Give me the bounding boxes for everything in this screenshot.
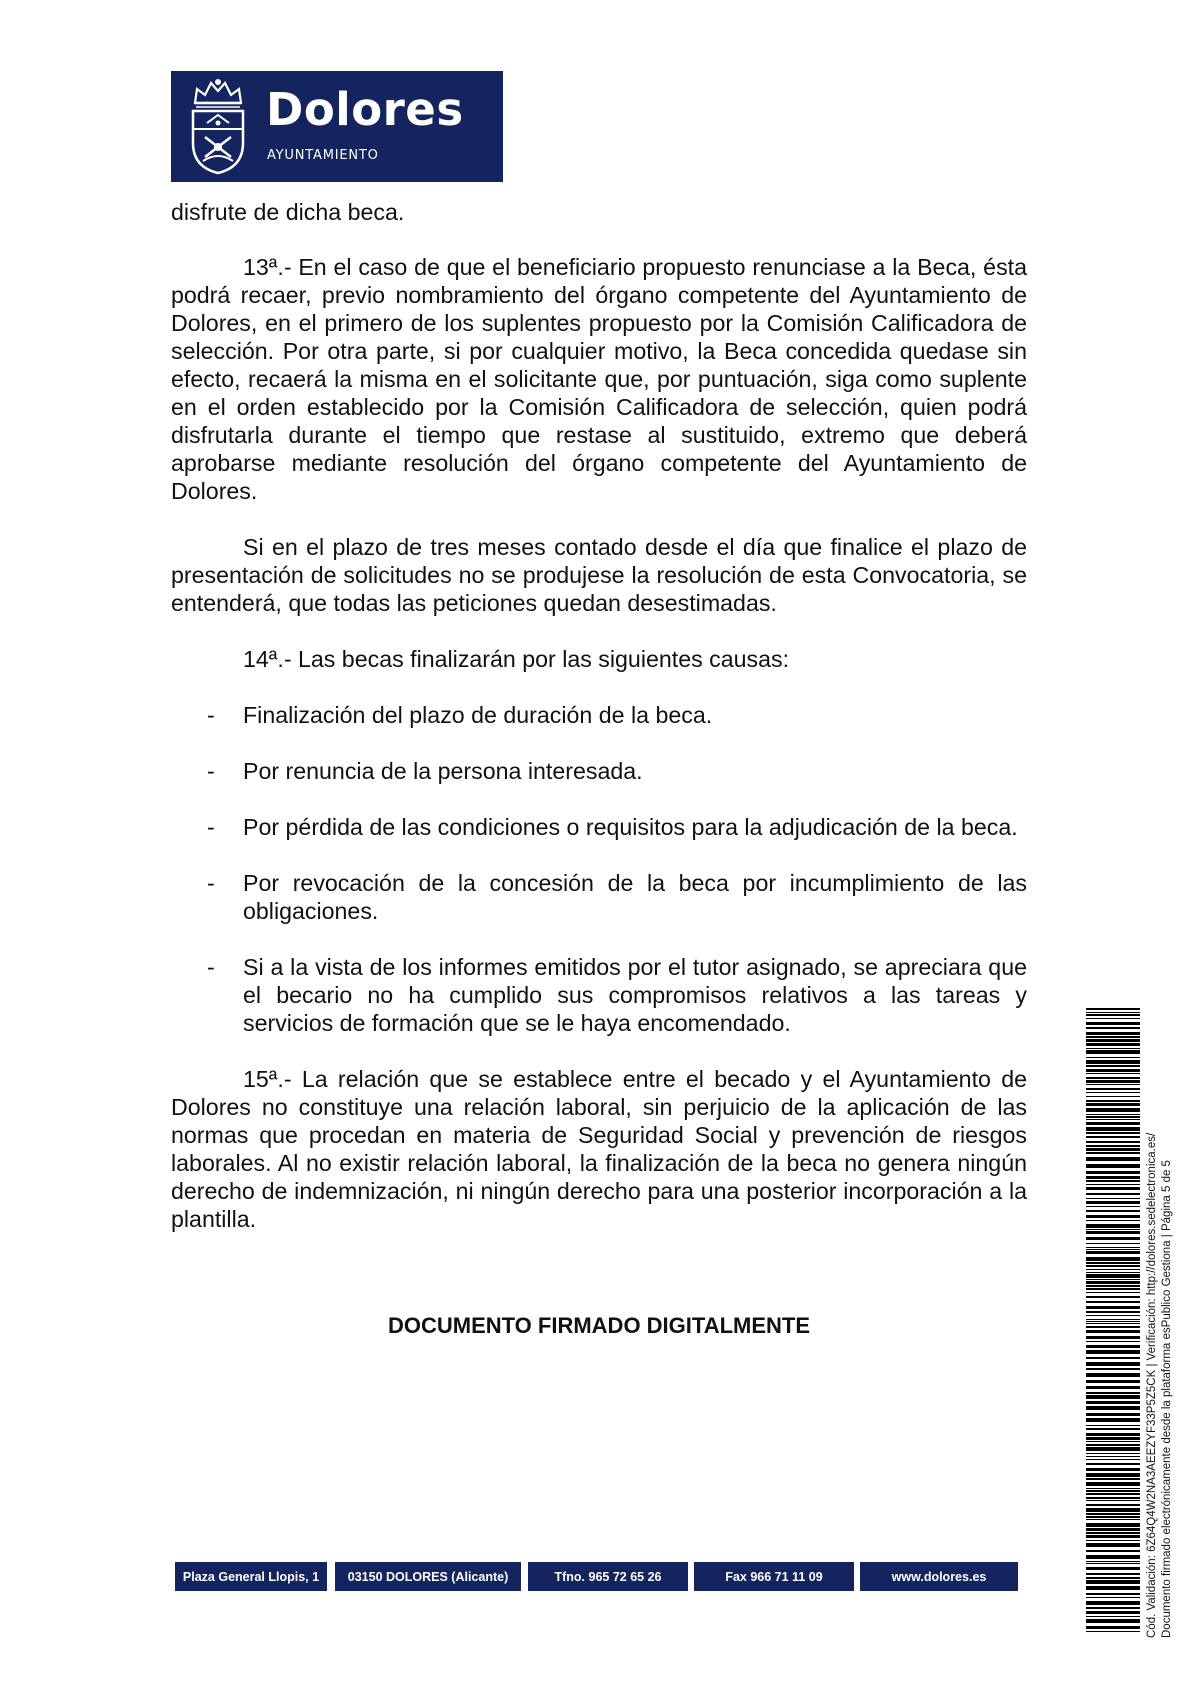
barcode-bar (1086, 1319, 1140, 1320)
barcode-bar (1086, 1459, 1140, 1460)
barcode-bar (1086, 1262, 1140, 1264)
list-item (171, 953, 1027, 1037)
barcode-bar (1086, 1036, 1140, 1038)
barcode-bar (1086, 1065, 1140, 1067)
barcode-bar (1086, 1311, 1140, 1313)
barcode-bar (1086, 1080, 1140, 1083)
barcode-bar (1086, 1463, 1140, 1465)
barcode-bar (1086, 1285, 1140, 1287)
barcode-bar (1086, 1563, 1140, 1564)
list-item-text: Por renuncia de la persona interesada. (243, 758, 643, 784)
barcode-bar (1086, 1540, 1140, 1541)
barcode-bar (1086, 1077, 1140, 1079)
barcode-bar (1086, 1127, 1140, 1131)
barcode-bar (1086, 1616, 1140, 1617)
barcode-bar (1086, 1220, 1140, 1221)
barcode-bar (1086, 1395, 1140, 1399)
barcode-bar (1086, 1184, 1140, 1185)
barcode-bar (1086, 1488, 1140, 1489)
barcode-bar (1086, 1362, 1140, 1366)
barcode-bar (1086, 1073, 1140, 1074)
verification-text (1145, 998, 1179, 1638)
list-item-text: Si a la vista de los informes emitidos por el tutor asignado, se apreciara que el becario no ha cumplido sus compromisos relativos a las tareas y servicios de formación que se le haya encomendado. (243, 954, 1027, 1036)
list-item-text: Finalización del plazo de duración de la beca. (243, 702, 713, 728)
barcode-bar (1086, 1345, 1140, 1348)
barcode-bar (1086, 1386, 1140, 1389)
barcode-bar (1086, 1528, 1140, 1531)
barcode-bar (1086, 1406, 1140, 1410)
barcode-bar (1086, 1145, 1140, 1147)
barcode-bar (1086, 1108, 1140, 1112)
barcode-bar (1086, 1164, 1140, 1168)
barcode-bar (1086, 1176, 1140, 1179)
barcode-bar (1086, 1441, 1140, 1442)
barcode-bar (1086, 1326, 1140, 1328)
barcode-bar (1086, 1380, 1140, 1383)
barcode-bar (1086, 1018, 1140, 1019)
barcode-bar (1086, 1301, 1140, 1303)
barcode-bar (1086, 1265, 1140, 1267)
barcode-bar (1086, 1357, 1140, 1359)
footer-postal: 03150 DOLORES (Alicante) (335, 1562, 521, 1591)
barcode-bar (1086, 1096, 1140, 1097)
barcode-bar (1086, 1171, 1140, 1174)
barcode-bar (1086, 1478, 1140, 1480)
barcode-bar (1086, 1193, 1140, 1195)
barcode-bar (1086, 1092, 1140, 1093)
barcode-bar (1086, 1401, 1140, 1404)
barcode-bar (1086, 1306, 1140, 1309)
barcode-bar (1086, 1593, 1140, 1595)
barcode-bar (1086, 1069, 1140, 1072)
barcode-bar (1086, 1577, 1140, 1579)
barcode-bar (1086, 1607, 1140, 1609)
barcode-bar (1086, 1611, 1140, 1614)
barcode-bar (1086, 1032, 1140, 1035)
list-dash: - (207, 702, 215, 728)
footer-web[interactable]: www.dolores.es (860, 1562, 1018, 1591)
barcode-bar (1086, 1504, 1140, 1506)
barcode-bar (1086, 1535, 1140, 1538)
barcode-bar (1086, 1597, 1140, 1598)
barcode-bar (1086, 1224, 1140, 1228)
barcode-bar (1086, 1500, 1140, 1501)
barcode-bar (1086, 1418, 1140, 1422)
barcode-bar (1086, 1626, 1140, 1629)
barcode-bar (1086, 1247, 1140, 1248)
list-item (171, 757, 1027, 785)
barcode-bar (1086, 1114, 1140, 1115)
barcode-bar (1086, 1148, 1140, 1151)
barcode-bar (1086, 1341, 1140, 1342)
barcode-bar (1086, 1088, 1140, 1090)
footer-address: Plaza General Llopis, 1 (175, 1562, 327, 1591)
barcode-bar (1086, 1336, 1140, 1339)
barcode-bar (1086, 1519, 1140, 1520)
barcode-bar (1086, 1060, 1140, 1064)
barcode-bar (1086, 1229, 1140, 1230)
barcode-bar (1086, 1601, 1140, 1605)
barcode-bar (1086, 1198, 1140, 1199)
barcode-bar (1086, 1272, 1140, 1273)
barcode-bar (1086, 1425, 1140, 1426)
list-dash: - (207, 814, 215, 840)
barcode-bar (1086, 1580, 1140, 1584)
barcode-bar (1086, 1180, 1140, 1182)
barcode-bar (1086, 1279, 1140, 1280)
barcode-bar (1086, 1631, 1140, 1632)
list-item (171, 701, 1027, 729)
barcode-bar (1086, 1141, 1140, 1143)
header-logo (171, 71, 503, 182)
barcode-bar (1086, 1447, 1140, 1451)
barcode-bar (1086, 1543, 1140, 1547)
barcode-bar (1086, 1493, 1140, 1495)
footer-phone: Tfno. 965 72 65 26 (528, 1562, 688, 1591)
barcode-bar (1086, 1437, 1140, 1440)
paragraph-clause-13: 13ª.- En el caso de que el beneficiario propuesto renunciase a la Beca, ésta podrá recaer, previo nombramiento del órgano competente del Ayuntamiento de Dolores, en el primero de los suplentes propuesto por la Comisión Calificadora de selección. Por otra parte, si por cualquier motivo, la Beca concedida quedase sin efecto, recaerá la misma en el solicitante que, por puntuación, siga como suplente en el orden establecido por la Comisión Calificadora de selección, quien podrá disfrutarla durante el tiempo que restase al sustituido, extremo que deberá aprobarse mediante resolución del órgano competente del Ayuntamiento de Dolores. (171, 254, 1027, 504)
barcode-bar (1086, 1567, 1140, 1570)
barcode-bar (1086, 1274, 1140, 1278)
barcode-bar (1086, 1433, 1140, 1436)
barcode-bar (1086, 1043, 1140, 1046)
barcode-bar (1086, 1152, 1140, 1154)
causes-list (171, 701, 1027, 1037)
paragraph-clause-14: 14ª.- Las becas finalizarán por las siguientes causas: (243, 646, 790, 672)
verification-line-1[interactable]: Cód. Validación: 6Z64Q4W2NA3AEEZYF33P5Z5CK | Verificación: http://dolores.sedelectronica.es/ (1146, 1132, 1158, 1638)
barcode-bar (1086, 1057, 1140, 1058)
barcode-bar (1086, 1619, 1140, 1623)
barcode-bar (1086, 1122, 1140, 1125)
barcode-bar (1086, 1269, 1140, 1270)
barcode-bar (1086, 1315, 1140, 1316)
list-dash: - (207, 758, 215, 784)
paragraph-continuation: disfrute de dicha beca. (171, 199, 405, 225)
barcode-bar (1086, 1523, 1140, 1527)
barcode-bar (1086, 1243, 1140, 1244)
barcode-bar (1086, 1048, 1140, 1049)
barcode-bar (1086, 1215, 1140, 1218)
barcode-bar (1086, 1292, 1140, 1293)
barcode-bar (1086, 1210, 1140, 1212)
barcode-bar (1086, 1373, 1140, 1377)
paragraph-plazo: Si en el plazo de tres meses contado desde el día que finalice el plazo de presentación de solicitudes no se produjese la resolución de esta Convocatoria, se entenderá, que todas las peticiones quedan desestimadas. (171, 534, 1027, 616)
barcode-bar (1086, 1027, 1140, 1029)
barcode-bar (1086, 1136, 1140, 1138)
list-item (171, 813, 1027, 841)
barcode-bar (1086, 1206, 1140, 1207)
barcode-bar (1086, 1116, 1140, 1118)
barcode-bar (1086, 1550, 1140, 1552)
list-dash: - (207, 870, 215, 896)
barcode-bar (1086, 1187, 1140, 1190)
brand-subtitle: AYUNTAMIENTO (267, 148, 379, 163)
barcode-bar (1086, 1482, 1140, 1486)
signed-label: DOCUMENTO FIRMADO DIGITALMENTE (387, 1313, 811, 1338)
barcode-bar (1086, 1453, 1140, 1454)
barcode-bar (1086, 1573, 1140, 1575)
barcode-bar (1086, 1323, 1140, 1324)
barcode-bar (1086, 1468, 1140, 1471)
barcode-bar (1086, 1555, 1140, 1559)
coat-of-arms-icon (187, 77, 249, 175)
barcode-bar (1086, 1237, 1140, 1240)
barcode-bar (1086, 1330, 1140, 1333)
barcode-bar (1086, 1516, 1140, 1518)
barcode-bar (1086, 1561, 1140, 1562)
barcode-bar (1086, 1490, 1140, 1492)
footer-fax: Fax 966 71 11 09 (694, 1562, 854, 1591)
document-body (171, 198, 1027, 1261)
barcode-bar (1086, 1392, 1140, 1394)
barcode-bar (1086, 1368, 1140, 1370)
brand-name: Dolores (266, 83, 464, 136)
barcode-bar (1086, 1281, 1140, 1284)
barcode-bar (1086, 1296, 1140, 1298)
barcode-bar (1086, 1586, 1140, 1590)
barcode-bar (1086, 1119, 1140, 1120)
barcode-bar (1086, 1288, 1140, 1290)
barcode-bar (1086, 1350, 1140, 1354)
barcode-bar (1086, 1039, 1140, 1042)
barcode-icon (1086, 1008, 1140, 1632)
barcode-bar (1086, 1513, 1140, 1515)
barcode-bar (1086, 1231, 1140, 1234)
barcode-bar (1086, 1444, 1140, 1446)
barcode-bar (1086, 1497, 1140, 1499)
barcode-bar (1086, 1103, 1140, 1106)
barcode-bar (1086, 1014, 1140, 1016)
barcode-bar (1086, 1532, 1140, 1534)
barcode-bar (1086, 1257, 1140, 1261)
barcode-bar (1086, 1428, 1140, 1430)
list-dash: - (207, 954, 215, 980)
barcode-bar (1086, 1249, 1140, 1250)
barcode-bar (1086, 1251, 1140, 1254)
paragraph-clause-15: 15ª.- La relación que se establece entre el becado y el Ayuntamiento de Dolores no constituye una relación laboral, sin perjuicio de la aplicación de las normas que procedan en materia de Seguridad Social y prevención de riesgos laborales. Al no existir relación laboral, la finalización de la beca no genera ningún derecho de indemnización, ni ningún derecho para una posterior incorporación a la plantilla. (171, 1066, 1027, 1232)
list-item-text: Por revocación de la concesión de la beca por incumplimiento de las obligaciones. (243, 870, 1027, 924)
barcode-bar (1086, 1012, 1140, 1013)
barcode-bar (1086, 1456, 1140, 1457)
barcode-bar (1086, 1157, 1140, 1161)
barcode-bar (1086, 1321, 1140, 1322)
barcode-bar (1086, 1084, 1140, 1085)
verification-line-2: Documento firmado electrónicamente desde la plataforma esPublico Gestiona | Página 5 de 5 (1161, 1160, 1173, 1638)
barcode-bar (1086, 1473, 1140, 1477)
list-item-text: Por pérdida de las condiciones o requisitos para la adjudicación de la beca. (243, 814, 1018, 840)
barcode-bar (1086, 1413, 1140, 1416)
barcode-bar (1086, 1132, 1140, 1134)
list-item (171, 869, 1027, 925)
barcode-bar (1086, 1050, 1140, 1054)
barcode-bar (1086, 1008, 1140, 1010)
barcode-bar (1086, 1022, 1140, 1025)
barcode-bar (1086, 1508, 1140, 1512)
barcode-bar (1086, 1201, 1140, 1204)
barcode-bar (1086, 1100, 1140, 1102)
